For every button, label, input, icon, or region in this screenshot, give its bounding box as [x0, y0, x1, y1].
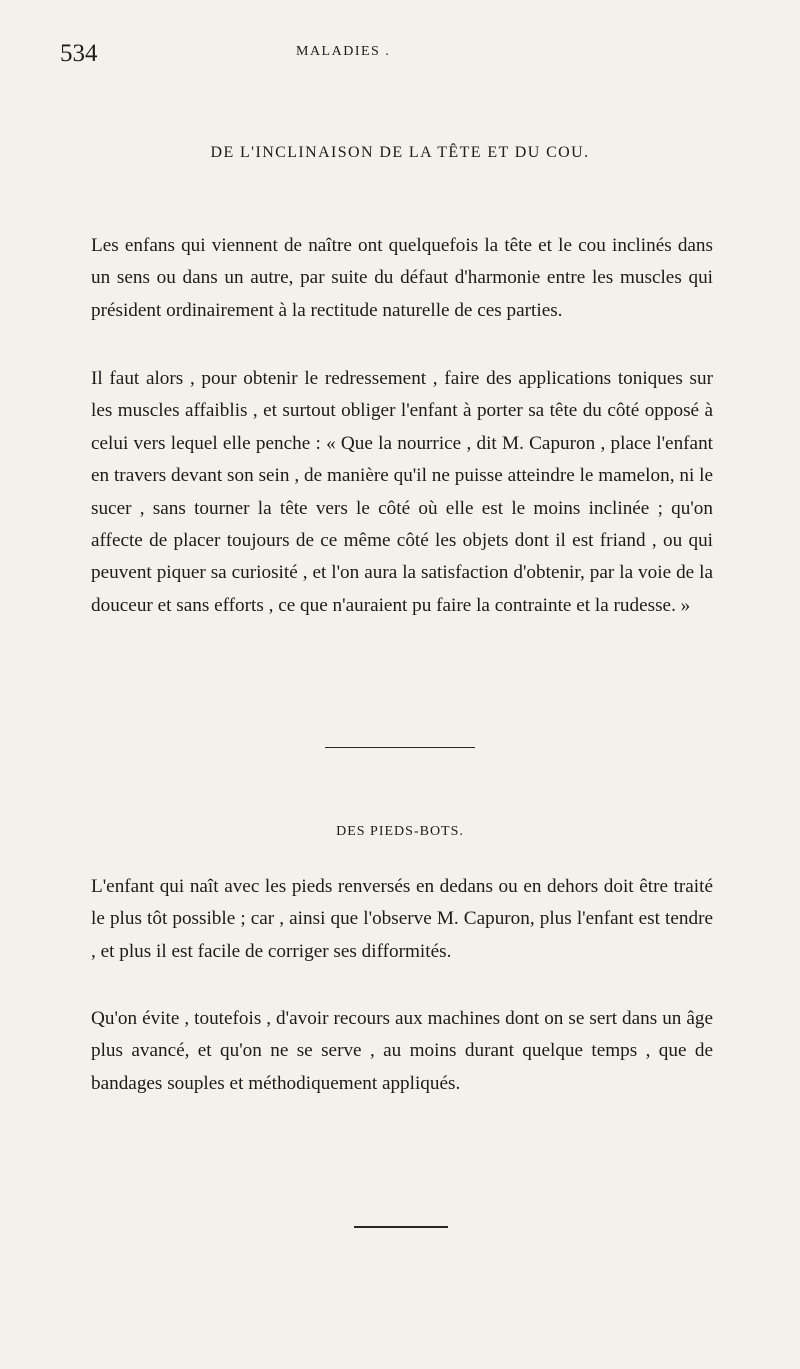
paragraph: Les enfans qui viennent de naître ont quelquefois la tête et le cou inclinés dans un sens ou dans un autre, par suite du défaut d'harmonie entre les muscles qui président ordinairement à la rectitude naturelle de ces parties.: [91, 235, 713, 321]
running-title: MALADIES .: [296, 44, 391, 59]
section-title-inclinaison: DE L'INCLINAISON DE LA TÊTE ET DU COU.: [210, 144, 590, 161]
page-number: 534: [60, 40, 98, 67]
paragraph: Il faut alors , pour obtenir le redressement , faire des applications toniques sur les muscles affaiblis , et surtout obliger l'enfant à porter sa tête du côté opposé à celui vers lequel elle penche : « Que la nourrice , dit M. Capuron , place l'enfant en travers devant son sein , de manière qu'il ne puisse atteindre le mamelon, ni le sucer , sans tourner la tête vers le côté où elle est le moins inclinée ; qu'on affecte de placer toujours de ce même côté les objets dont il est friand , ou qui peuvent piquer sa curiosité , et l'on aura la satisfaction d'obtenir, par la voie de la douceur et sans efforts , ce que n'auraient pu faire la contrainte et la rudesse. »: [91, 368, 713, 616]
paragraph: Qu'on évite , toutefois , d'avoir recours aux machines dont on se sert dans un âge plus avancé, et qu'on ne se serve , au moins durant quelque temps , que de bandages souples et méthodiquement appliqués.: [91, 1008, 713, 1094]
paragraph: L'enfant qui naît avec les pieds renversés en dedans ou en dehors doit être traité le plus tôt possible ; car , ainsi que l'observe M. Capuron, plus l'enfant est tendre , et plus il est facile de corriger ses difformités.: [91, 876, 713, 962]
running-head: [0, 36, 800, 76]
section-title-pieds-bots: DES PIEDS-BOTS.: [336, 824, 464, 839]
end-divider: [354, 1226, 448, 1228]
section-divider: [325, 747, 475, 748]
